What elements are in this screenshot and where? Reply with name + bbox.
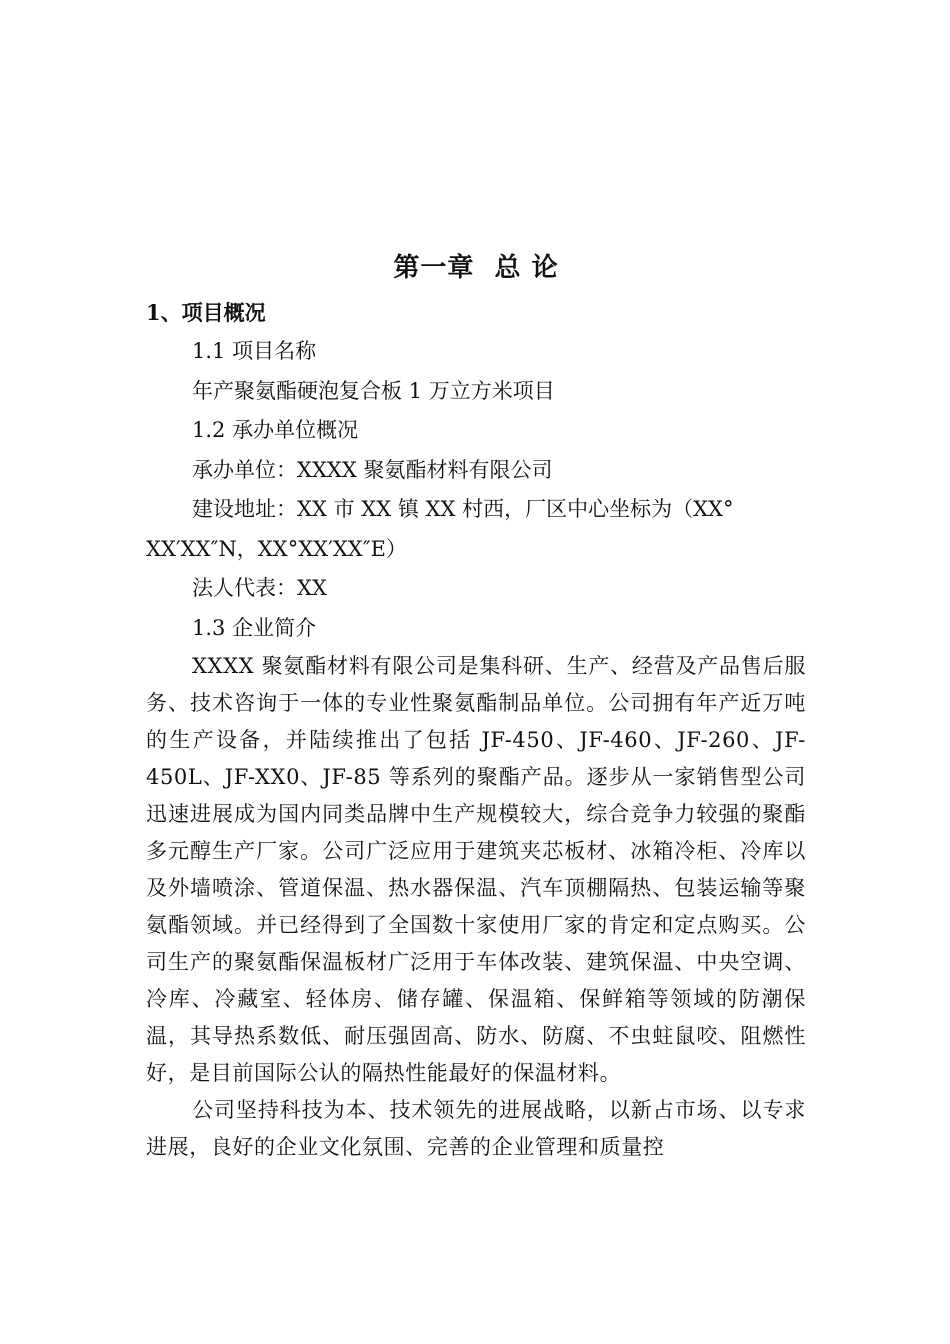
project-name-text: 年产聚氨酯硬泡复合板 1 万立方米项目 xyxy=(192,378,555,403)
chapter-title: 第一章 总 论 xyxy=(393,253,559,283)
page-content xyxy=(146,248,806,1166)
company-profile-paragraph-1: XXXX 聚氨酯材料有限公司是集科研、生产、经营及产品售后服务、技术咨询于一体的专业性聚氨酯制品单位。公司拥有年产近万吨的生产设备，并陆续推出了包括 JF-450、JF-460、JF-260、JF-450L、JF-XX0、JF-85 等系列的聚酯产品。逐步从一家销售型公司迅速进展成为国内同类品牌中生产规模较大，综合竞争力较强的聚酯多元醇生产厂家。公司广泛应用于建筑夹芯板材、冰箱冷柜、冷库以及外墙喷涂、管道保温、热水器保温、汽车顶棚隔热、包装运输等聚氨酯领域。并已经得到了全国数十家使用厂家的肯定和定点购买。公司生产的聚氨酯保温板材广泛用于车体改装、建筑保温、中央空调、冷库、冷藏室、轻体房、储存罐、保温箱、保鲜箱等领域的防潮保温，其导热系数低、耐压强固高、防水、防腐、不虫蛀鼠咬、阻燃性好，是目前国际公认的隔热性能最好的保温材料。 xyxy=(146,654,806,1085)
subsection-title-unit-overview: 1.2 承办单位概况 xyxy=(192,418,359,442)
legal-representative-text: 法人代表：XX xyxy=(192,576,327,600)
subsection-title-project-name: 1.1 项目名称 xyxy=(192,339,317,363)
address-line-2: XX′XX″N，XX°XX′XX″E） xyxy=(146,536,407,561)
address-line-1: 建设地址：XX 市 XX 镇 XX 村西，厂区中心坐标为（XX° xyxy=(192,497,734,521)
subsection-title-company-profile: 1.3 企业简介 xyxy=(192,615,317,640)
company-profile-paragraph-2: 公司坚持科技为本、技术领先的进展战略，以新占市场、以专求进展，良好的企业文化氛围、完善的企业管理和质量控 xyxy=(146,1098,806,1159)
host-unit-text: 承办单位：XXXX 聚氨酯材料有限公司 xyxy=(192,457,553,482)
section-heading-project-overview: 1、项目概况 xyxy=(146,300,266,325)
